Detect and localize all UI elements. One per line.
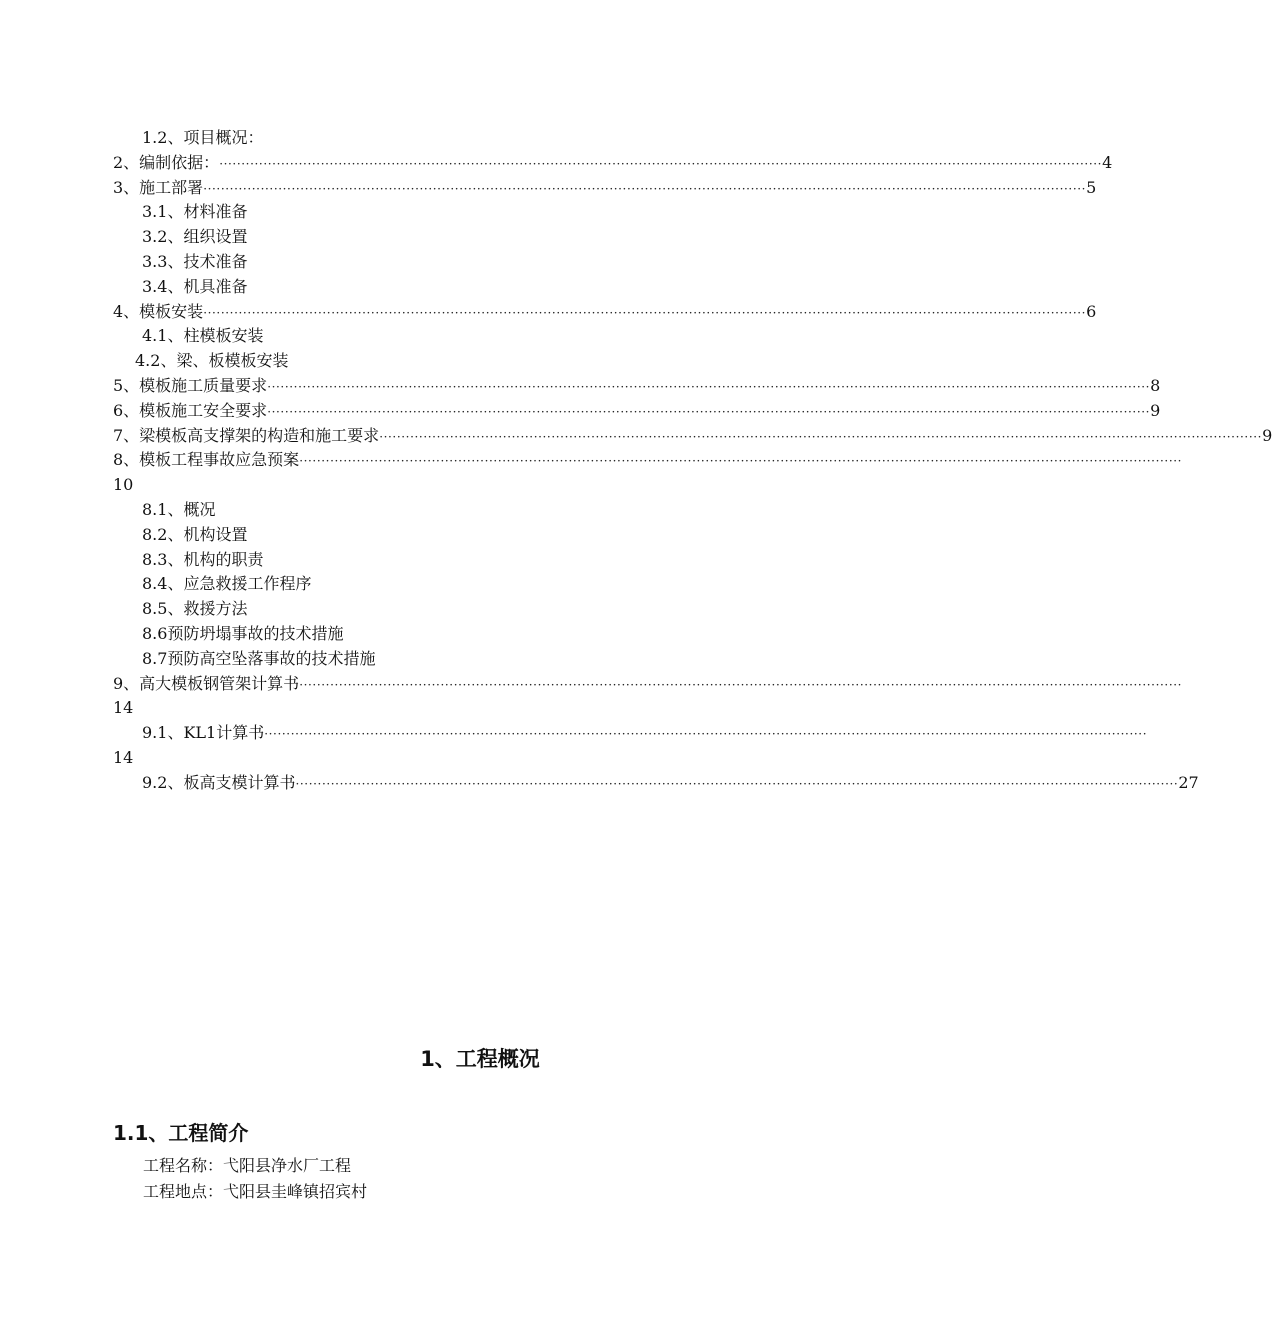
toc-entry-label: 2、编制依据： <box>113 152 220 172</box>
toc-entry[interactable] <box>113 250 847 275</box>
toc-page-number-wrapped <box>113 746 847 771</box>
toc-leader: ········································································································································································································ <box>295 776 1179 791</box>
toc-entry-label: 1.2、项目概况： <box>142 128 264 147</box>
section-heading: 1、工程概况 <box>420 1047 540 1071</box>
toc-leader: ········································································································································································································ <box>264 727 1148 742</box>
toc-leader: ········································································································································································································ <box>203 181 1087 196</box>
toc-page-number: 9 <box>1150 400 1161 420</box>
toc-entry[interactable] <box>113 126 847 151</box>
toc-entry-label: 8.5、救援方法 <box>142 599 248 619</box>
toc-entry-label: 8、模板工程事故应急预案 <box>113 450 300 470</box>
toc-entry-label: 3.3、技术准备 <box>142 251 248 271</box>
toc-entry-label: 4.1、柱模板安装 <box>142 326 264 346</box>
toc-entry[interactable] <box>113 151 1113 176</box>
toc-page-number-wrapped <box>113 696 847 721</box>
toc-page-number: 5 <box>1086 177 1097 197</box>
toc-entry-label: 9、高大模板钢管架计算书 <box>113 673 300 693</box>
toc-entry-label: 3、施工部署 <box>113 177 204 197</box>
toc-entry-label: 4.2、梁、板模板安装 <box>135 351 289 371</box>
toc-entry[interactable] <box>113 424 1272 449</box>
toc-entry[interactable] <box>113 300 1097 325</box>
toc-page-number: 27 <box>1178 772 1199 792</box>
toc-entry[interactable] <box>113 324 847 349</box>
toc-entry-label: 5、模板施工质量要求 <box>113 375 268 395</box>
toc-entry-label: 8.3、机构的职责 <box>142 549 264 569</box>
toc-leader: ········································································································································································································ <box>219 156 1103 171</box>
project-location-line: 工程地点：弋阳县圭峰镇招宾村 <box>143 1182 368 1201</box>
table-of-contents <box>113 126 1272 796</box>
toc-page-number: 4 <box>1102 152 1113 172</box>
toc-entry[interactable] <box>113 176 1097 201</box>
toc-leader: ········································································································································································································ <box>267 379 1151 394</box>
toc-entry[interactable] <box>113 498 847 523</box>
toc-entry-label: 4、模板安装 <box>113 301 204 321</box>
project-name-line: 工程名称：弋阳县净水厂工程 <box>143 1156 352 1175</box>
toc-entry[interactable] <box>113 275 847 300</box>
toc-entry-label: 7、梁模板高支撑架的构造和施工要求 <box>113 425 380 445</box>
toc-entry-label: 3.4、机具准备 <box>142 276 248 296</box>
toc-entry[interactable] <box>113 448 1183 473</box>
toc-entry-label: 3.2、组织设置 <box>142 227 248 247</box>
toc-entry-label: 8.7预防高空坠落事故的技术措施 <box>142 648 376 668</box>
subsection-heading: 1.1、工程简介 <box>113 1121 249 1145</box>
toc-entry[interactable] <box>113 225 847 250</box>
toc-leader: ········································································································································································································ <box>203 305 1087 320</box>
toc-page-number: 10 <box>113 475 134 495</box>
toc-entry-label: 9.1、KL1计算书 <box>142 723 265 743</box>
toc-entry[interactable] <box>113 597 847 622</box>
toc-entry-label: 9.2、板高支模计算书 <box>142 772 296 792</box>
toc-entry[interactable] <box>113 622 847 647</box>
toc-entry[interactable] <box>113 647 847 672</box>
toc-entry[interactable] <box>113 771 1199 796</box>
toc-page-number: 6 <box>1086 301 1097 321</box>
toc-page-number: 8 <box>1150 375 1161 395</box>
toc-entry[interactable] <box>113 200 847 225</box>
toc-page-number: 14 <box>113 747 134 767</box>
toc-page-number: 9 <box>1262 425 1272 445</box>
toc-entry[interactable] <box>113 399 1161 424</box>
toc-entry-label: 8.4、应急救援工作程序 <box>142 574 312 594</box>
toc-entry-label: 8.6预防坍塌事故的技术措施 <box>142 623 344 643</box>
toc-entry[interactable] <box>113 672 1183 697</box>
toc-entry-label: 3.1、材料准备 <box>142 202 248 222</box>
toc-entry[interactable] <box>113 721 1148 746</box>
toc-leader: ········································································································································································································ <box>267 404 1151 419</box>
toc-page-number: 14 <box>113 698 134 718</box>
toc-leader: ········································································································································································································ <box>379 429 1263 444</box>
toc-page-number-wrapped <box>113 473 847 498</box>
toc-leader: ········································································································································································································ <box>299 454 1183 469</box>
toc-entry-label: 8.1、概况 <box>142 499 216 519</box>
toc-entry[interactable] <box>113 548 847 573</box>
toc-entry[interactable] <box>113 374 1161 399</box>
toc-entry-label: 6、模板施工安全要求 <box>113 400 268 420</box>
toc-entry-label: 8.2、机构设置 <box>142 524 248 544</box>
toc-entry[interactable] <box>113 349 847 374</box>
toc-entry[interactable] <box>113 523 847 548</box>
toc-leader: ········································································································································································································ <box>299 677 1183 692</box>
toc-entry[interactable] <box>113 572 847 597</box>
